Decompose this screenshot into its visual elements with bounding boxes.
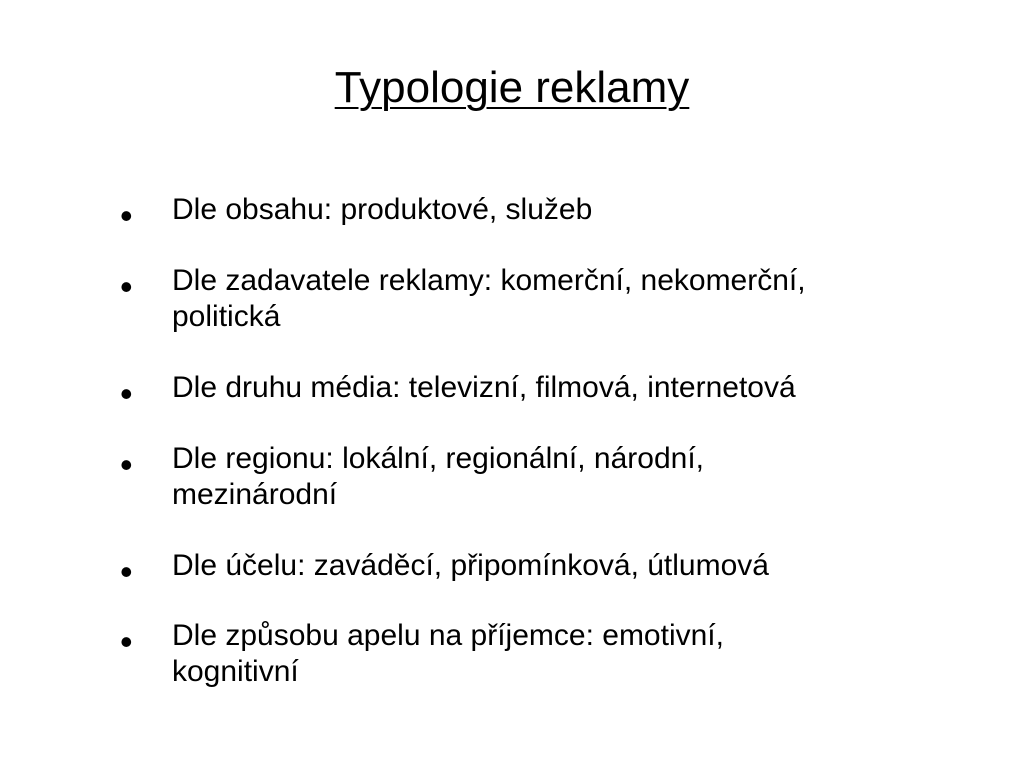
bullet-icon: • [120,444,133,485]
bullet-text: Dle obsahu: produktové, služeb [172,193,593,226]
bullet-icon: • [120,373,133,414]
slide-title-text: Typologie reklamy [334,63,690,112]
bullet-icon: • [120,195,133,236]
bullet-text: Dle účelu: zaváděcí, připomínková, útlumová [172,549,769,582]
slide-title [0,62,1024,114]
bullet-text: Dle druhu média: televizní, filmová, internetová [172,371,796,404]
bullet-icon: • [120,266,133,307]
bullet-text: Dle regionu: lokální, regionální, národní, mezinárodní [172,442,705,511]
bullet-icon: • [120,621,133,662]
bullet-text: Dle zadavatele reklamy: komerční, nekomerční, politická [172,264,806,333]
bullet-text: Dle způsobu apelu na příjemce: emotivní, kognitivní [172,619,724,688]
bullet-icon: • [120,551,133,592]
